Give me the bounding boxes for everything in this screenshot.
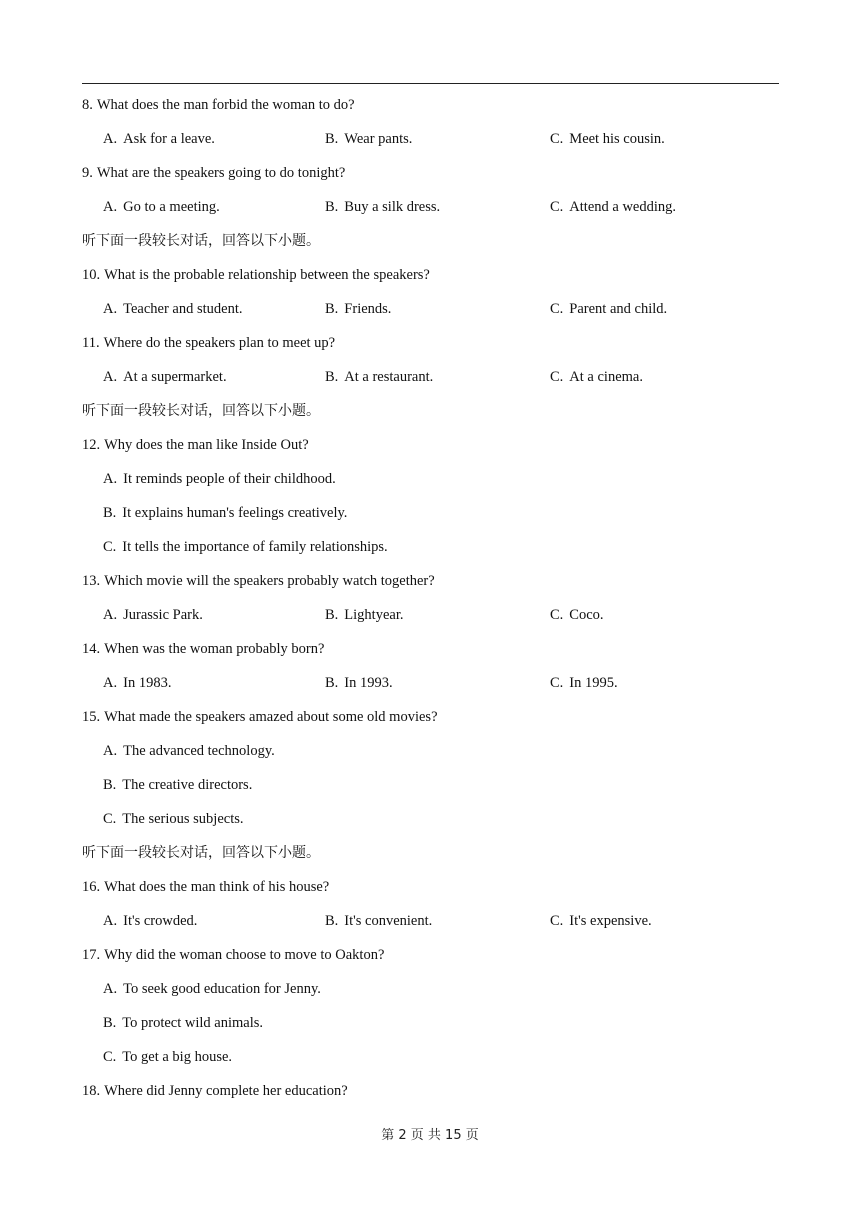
answer-option xyxy=(325,127,550,161)
answer-options xyxy=(82,501,779,535)
option-letter: C. xyxy=(103,1049,117,1065)
question xyxy=(82,705,779,739)
option-letter: C. xyxy=(550,199,564,215)
question-text: What does the man forbid the woman to do? xyxy=(96,97,355,113)
answer-option xyxy=(550,297,750,331)
answer-option xyxy=(550,909,750,943)
option-text: Wear pants. xyxy=(344,131,413,147)
option-letter: C. xyxy=(550,369,564,385)
option-text: The creative directors. xyxy=(122,777,253,793)
option-text: It's expensive. xyxy=(569,913,652,929)
question xyxy=(82,1079,779,1113)
option-text: Attend a wedding. xyxy=(569,199,677,215)
option-letter: A. xyxy=(103,675,118,691)
question-list xyxy=(82,93,779,1113)
answer-options xyxy=(82,535,779,569)
answer-options xyxy=(82,467,779,501)
answer-options xyxy=(82,365,779,399)
option-text: At a supermarket. xyxy=(123,369,227,385)
option-text: It tells the importance of family relationships. xyxy=(122,539,388,555)
option-text: Buy a silk dress. xyxy=(344,199,441,215)
option-text: It explains human's feelings creatively. xyxy=(122,505,348,521)
answer-option xyxy=(103,977,321,1001)
question-text: Which movie will the speakers probably watch together? xyxy=(104,573,435,589)
question-text: What is the probable relationship between the speakers? xyxy=(104,267,430,283)
option-text: Jurassic Park. xyxy=(123,607,203,623)
answer-option xyxy=(103,773,252,797)
answer-option xyxy=(325,603,550,637)
question xyxy=(82,93,779,127)
answer-option xyxy=(325,671,550,705)
option-letter: A. xyxy=(103,131,118,147)
answer-option xyxy=(103,1011,263,1035)
answer-option xyxy=(103,127,325,161)
question-text: What are the speakers going to do tonight? xyxy=(96,165,346,181)
option-letter: C. xyxy=(550,913,564,929)
question-number: 12. xyxy=(82,437,101,453)
question-number: 10. xyxy=(82,267,101,283)
question-text: Where did Jenny complete her education? xyxy=(104,1083,348,1099)
question xyxy=(82,263,779,297)
option-letter: A. xyxy=(103,199,118,215)
question-number: 8. xyxy=(82,97,93,113)
question-text: Where do the speakers plan to meet up? xyxy=(103,335,336,351)
option-letter: A. xyxy=(103,913,118,929)
question-text: What made the speakers amazed about some old movies? xyxy=(104,709,438,725)
option-text: The serious subjects. xyxy=(122,811,244,827)
option-letter: A. xyxy=(103,471,118,487)
answer-option xyxy=(103,501,347,525)
question-text: When was the woman probably born? xyxy=(104,641,325,657)
answer-options xyxy=(82,739,779,773)
answer-option xyxy=(103,909,325,943)
answer-option xyxy=(103,195,325,229)
answer-options xyxy=(82,773,779,807)
option-text: Teacher and student. xyxy=(123,301,243,317)
option-text: Go to a meeting. xyxy=(123,199,220,215)
question xyxy=(82,331,779,365)
option-letter: B. xyxy=(103,1015,117,1031)
option-letter: B. xyxy=(103,777,117,793)
option-text: At a restaurant. xyxy=(344,369,434,385)
question-text: Why does the man like Inside Out? xyxy=(104,437,309,453)
option-letter: B. xyxy=(325,131,339,147)
answer-option xyxy=(103,297,325,331)
answer-options xyxy=(82,297,779,331)
option-letter: B. xyxy=(325,199,339,215)
answer-options xyxy=(82,1011,779,1045)
question xyxy=(82,161,779,195)
option-text: To protect wild animals. xyxy=(122,1015,264,1031)
option-text: It's crowded. xyxy=(123,913,198,929)
option-text: Ask for a leave. xyxy=(123,131,215,147)
answer-options xyxy=(82,807,779,841)
answer-options xyxy=(82,1045,779,1079)
option-letter: B. xyxy=(325,913,339,929)
option-text: It's convenient. xyxy=(344,913,433,929)
option-text: To get a big house. xyxy=(122,1049,233,1065)
answer-option xyxy=(103,535,388,559)
question-text: What does the man think of his house? xyxy=(104,879,330,895)
answer-option xyxy=(325,195,550,229)
answer-options xyxy=(82,977,779,1011)
option-letter: C. xyxy=(103,539,117,555)
answer-option xyxy=(103,603,325,637)
option-text: Parent and child. xyxy=(569,301,668,317)
answer-options xyxy=(82,671,779,705)
option-letter: A. xyxy=(103,369,118,385)
question xyxy=(82,569,779,603)
answer-option xyxy=(103,1045,232,1069)
option-letter: C. xyxy=(550,131,564,147)
option-letter: B. xyxy=(325,675,339,691)
question-number: 9. xyxy=(82,165,93,181)
option-letter: C. xyxy=(550,301,564,317)
answer-option xyxy=(103,671,325,705)
option-letter: B. xyxy=(325,369,339,385)
option-text: In 1993. xyxy=(344,675,393,691)
section-instruction: 听下面一段较长对话，回答以下小题。 xyxy=(82,233,320,249)
section-instruction: 听下面一段较长对话，回答以下小题。 xyxy=(82,845,320,861)
question-number: 11. xyxy=(82,335,100,351)
option-letter: C. xyxy=(103,811,117,827)
answer-options xyxy=(82,603,779,637)
option-text: To seek good education for Jenny. xyxy=(123,981,321,997)
answer-options xyxy=(82,127,779,161)
page-footer: 第 2 页 共 15 页 xyxy=(381,1128,479,1143)
option-text: At a cinema. xyxy=(569,369,643,385)
option-text: The advanced technology. xyxy=(123,743,275,759)
question-number: 14. xyxy=(82,641,101,657)
option-letter: A. xyxy=(103,981,118,997)
question-number: 18. xyxy=(82,1083,101,1099)
answer-option xyxy=(325,297,550,331)
header-rule xyxy=(82,83,779,84)
option-letter: A. xyxy=(103,743,118,759)
option-letter: B. xyxy=(103,505,117,521)
question-number: 17. xyxy=(82,947,101,963)
option-letter: A. xyxy=(103,607,118,623)
answer-option xyxy=(103,467,336,491)
answer-option xyxy=(103,365,325,399)
option-text: In 1983. xyxy=(123,675,172,691)
option-letter: C. xyxy=(550,675,564,691)
answer-options xyxy=(82,195,779,229)
option-text: In 1995. xyxy=(569,675,618,691)
option-text: Friends. xyxy=(344,301,392,317)
question xyxy=(82,875,779,909)
question xyxy=(82,637,779,671)
answer-option xyxy=(550,671,750,705)
section-instruction: 听下面一段较长对话，回答以下小题。 xyxy=(82,403,320,419)
answer-option xyxy=(325,909,550,943)
question-number: 16. xyxy=(82,879,101,895)
option-letter: C. xyxy=(550,607,564,623)
option-text: Meet his cousin. xyxy=(569,131,665,147)
option-text: Lightyear. xyxy=(344,607,404,623)
question-number: 15. xyxy=(82,709,101,725)
answer-option xyxy=(550,195,750,229)
question-text: Why did the woman choose to move to Oakton? xyxy=(104,947,385,963)
question xyxy=(82,943,779,977)
answer-option xyxy=(550,603,750,637)
answer-option xyxy=(550,365,750,399)
question-number: 13. xyxy=(82,573,101,589)
option-letter: A. xyxy=(103,301,118,317)
answer-options xyxy=(82,909,779,943)
question xyxy=(82,433,779,467)
option-letter: B. xyxy=(325,301,339,317)
option-text: Coco. xyxy=(569,607,604,623)
option-text: It reminds people of their childhood. xyxy=(123,471,336,487)
answer-option xyxy=(103,739,275,763)
answer-option xyxy=(550,127,750,161)
answer-option xyxy=(325,365,550,399)
option-letter: B. xyxy=(325,607,339,623)
answer-option xyxy=(103,807,244,831)
